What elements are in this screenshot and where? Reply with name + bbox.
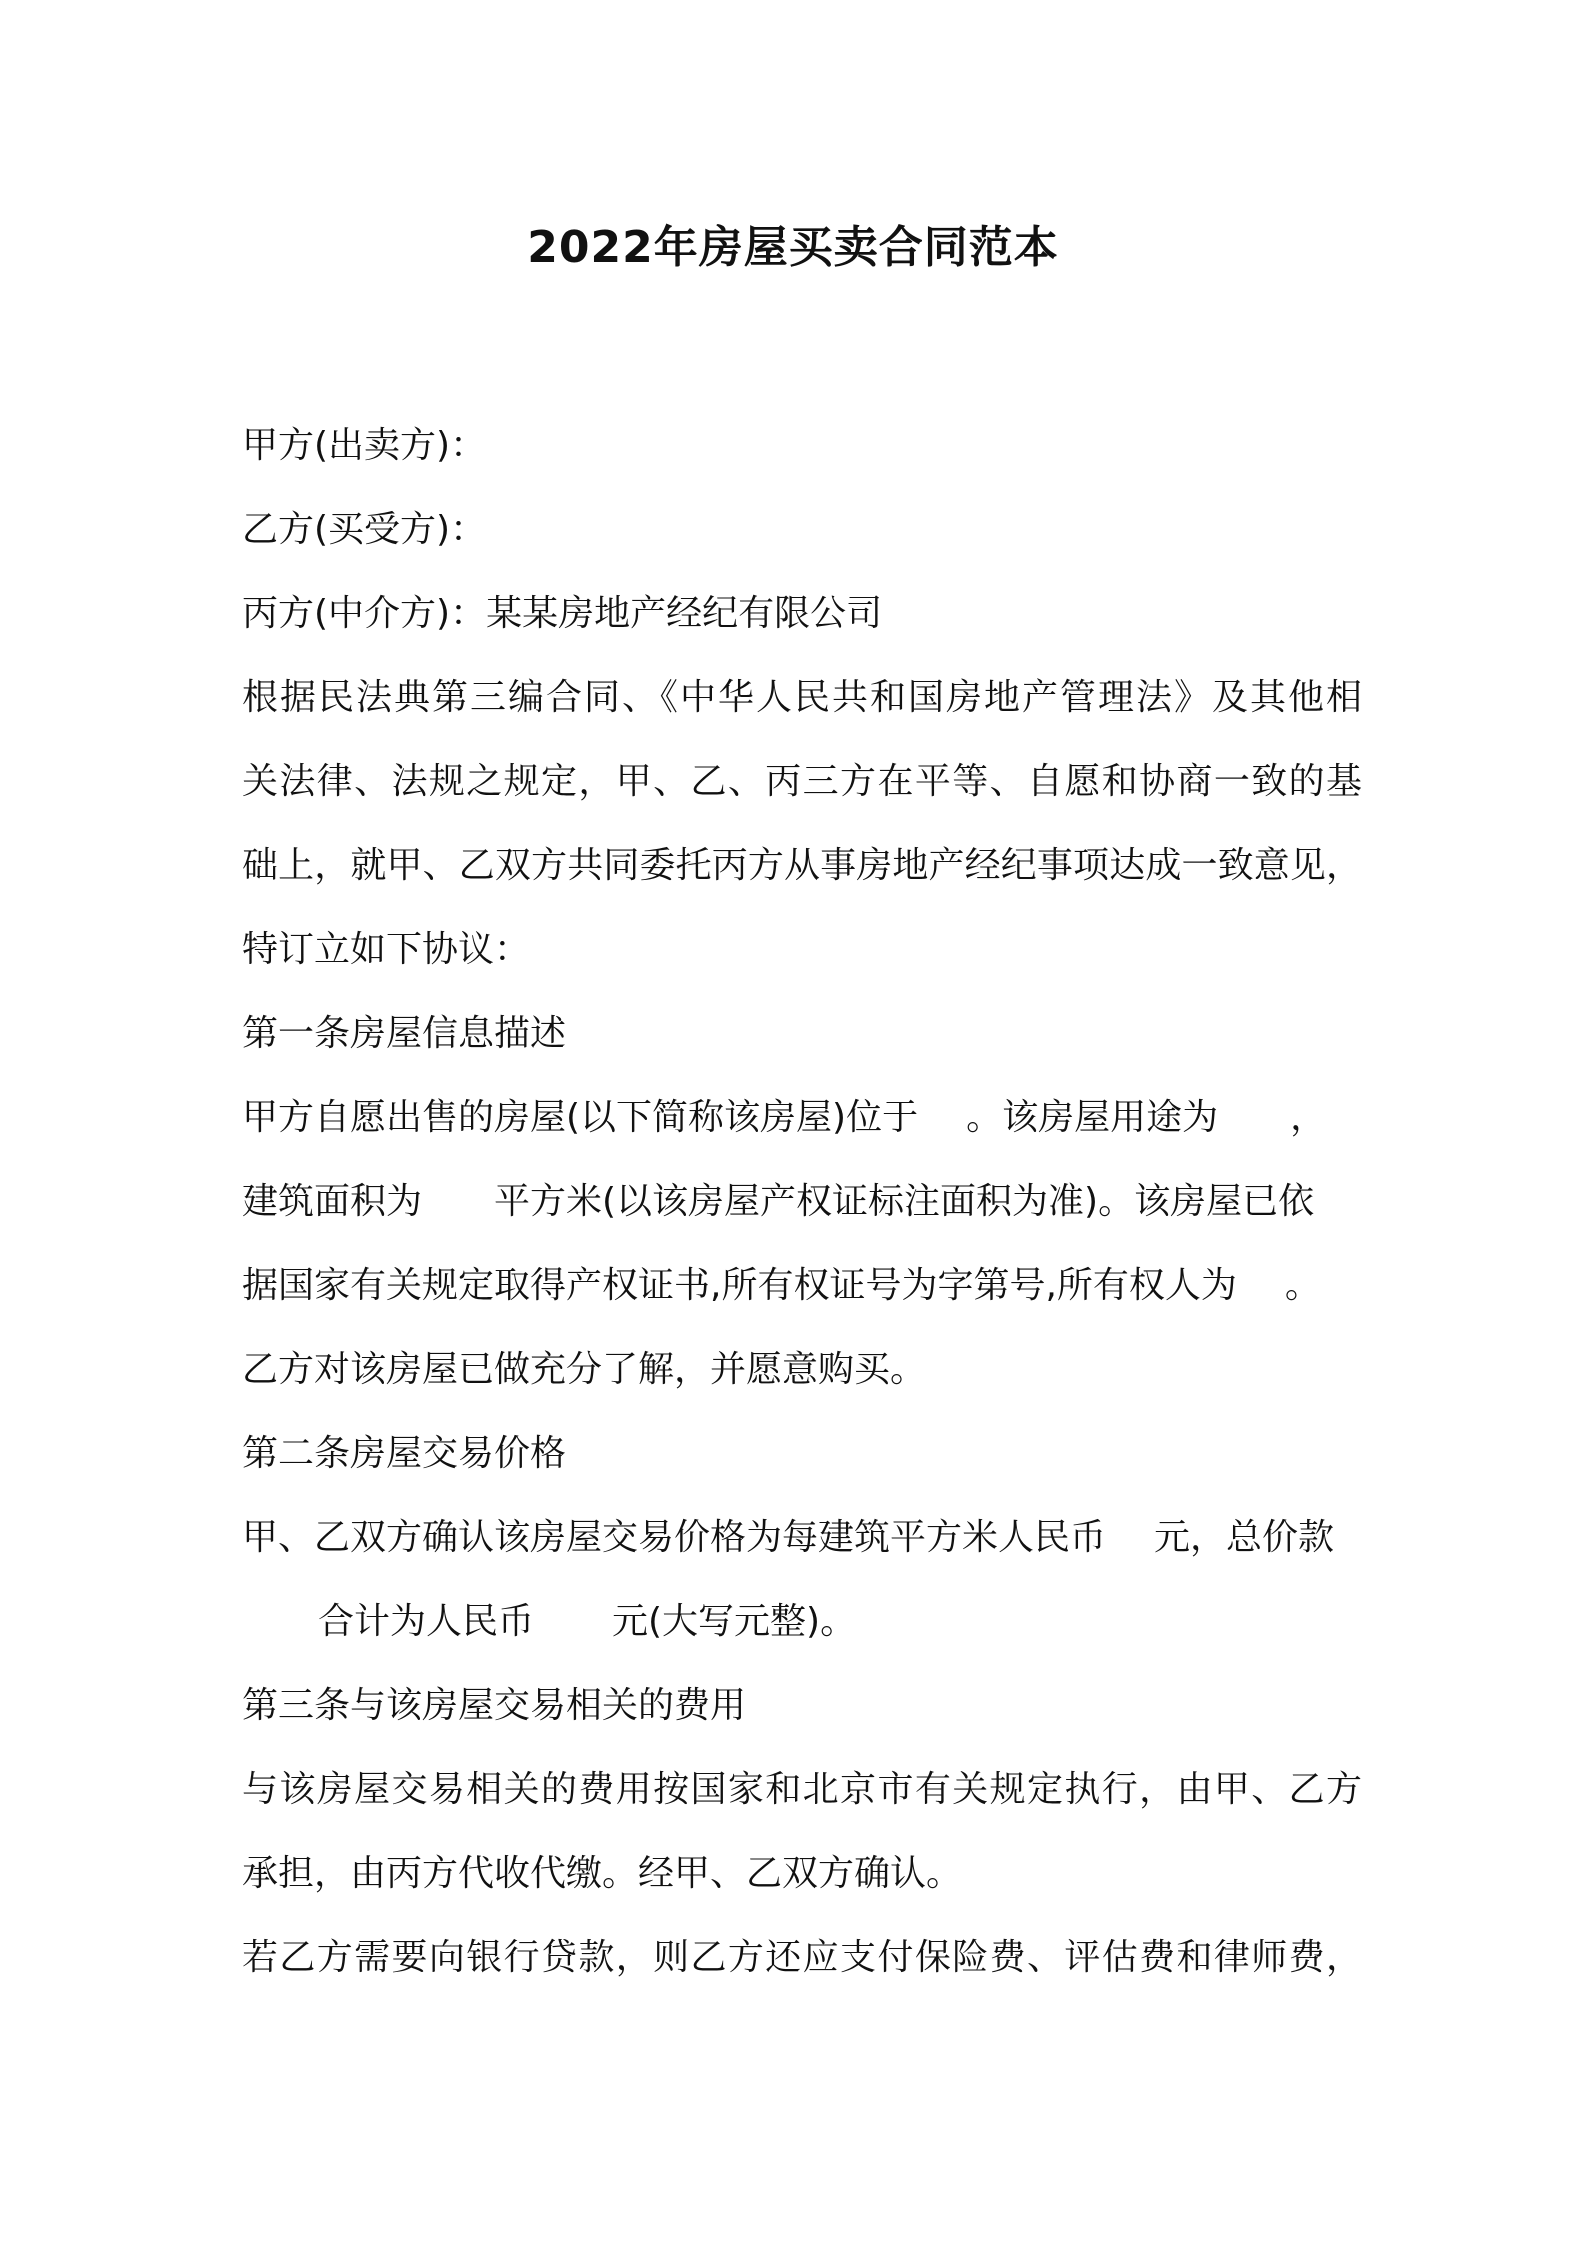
document-body — [242, 404, 1362, 2000]
article1-usage-text: 。该房屋用途为 — [966, 1097, 1219, 1138]
article1-area-text: 平方米(以该房屋产权证标注面积为准)。该房屋已依 — [494, 1181, 1315, 1222]
party-b-line: 乙方(买受方)： — [242, 509, 487, 550]
article1-line-2 — [242, 1160, 1362, 1244]
article1-period: 。 — [1284, 1265, 1321, 1306]
party-a-line: 甲方(出卖方)： — [242, 425, 487, 466]
article2-unit-price-text: 甲、乙双方确认该房屋交易价格为每建筑平方米人民币 — [242, 1517, 1107, 1558]
article2-total-label: 元，总价款 — [1154, 1517, 1335, 1558]
article1-line-4: 乙方对该房屋已做充分了解，并愿意购买。 — [242, 1349, 927, 1390]
preamble-line: 特订立如下协议： — [242, 929, 531, 970]
article1-line-3 — [242, 1244, 1362, 1328]
article3-line: 承担，由丙方代收代缴。经甲、乙双方确认。 — [242, 1853, 963, 1894]
article1-location-text: 甲方自愿出售的房屋(以下简称该房屋)位于 — [242, 1097, 919, 1138]
party-c-line: 丙方(中介方)：某某房地产经纪有限公司 — [242, 593, 883, 634]
article3-line: 若乙方需要向银行贷款，则乙方还应支付保险费、评估费和律师费， — [242, 1937, 1362, 1978]
article1-line-1 — [242, 1076, 1362, 1160]
preamble-line: 础上，就甲、乙双方共同委托丙方从事房地产经纪事项达成一致意见， — [242, 845, 1362, 886]
preamble-line: 关法律、法规之规定，甲、乙、丙三方在平等、自愿和协商一致的基 — [242, 761, 1362, 802]
preamble-line: 根据民法典第三编合同、《中华人民共和国房地产管理法》及其他相 — [242, 677, 1362, 718]
article1-comma: ， — [1290, 1097, 1327, 1138]
document-title: 2022年房屋买卖合同范本 — [527, 222, 1059, 273]
article1-area-label: 建筑面积为 — [242, 1181, 423, 1222]
article1-heading: 第一条房屋信息描述 — [242, 1013, 567, 1054]
article3-line: 与该房屋交易相关的费用按国家和北京市有关规定执行，由甲、乙方 — [242, 1769, 1362, 1810]
article2-heading: 第二条房屋交易价格 — [242, 1433, 567, 1474]
article2-line-1 — [242, 1496, 1362, 1580]
article2-total-text: 合计为人民币 — [318, 1601, 535, 1642]
article1-certificate-text: 据国家有关规定取得产权证书,所有权证号为字第号,所有权人为 — [242, 1265, 1237, 1306]
article3-heading: 第三条与该房屋交易相关的费用 — [242, 1685, 747, 1726]
article2-line-2 — [242, 1580, 1362, 1664]
article2-total-words: 元(大写元整)。 — [612, 1601, 857, 1642]
